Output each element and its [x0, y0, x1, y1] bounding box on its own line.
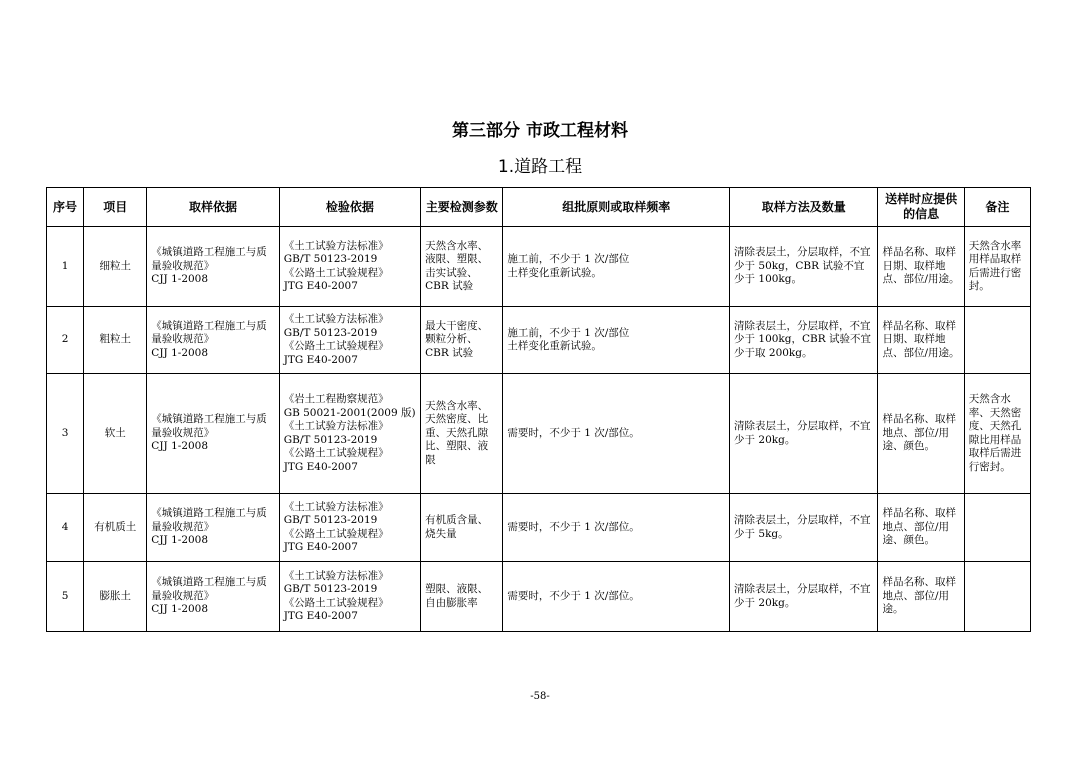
cell-method: 清除表层土，分层取样，不宜少于 100kg，CBR 试验不宜少于取 200kg。 — [730, 307, 878, 374]
table-row — [47, 374, 1031, 494]
cell-remark — [964, 494, 1030, 562]
cell-batch-rule — [503, 374, 730, 494]
cell-no: 2 — [47, 307, 84, 374]
col-header-method: 取样方法及数量 — [730, 188, 878, 227]
cell-no: 3 — [47, 374, 84, 494]
cell-text: 施工前，不少于 1 次/部位 土样变化重新试验。 — [507, 326, 630, 352]
table-row — [47, 562, 1031, 632]
cell-test-basis — [279, 307, 420, 374]
table-row — [47, 307, 1031, 374]
cell-test-basis — [279, 374, 420, 494]
cell-batch-rule — [503, 307, 730, 374]
cell-text: 《土工试验方法标准》 GB/T 50123-2019 《公路土工试验规程》 JTG E40-2007 — [283, 500, 389, 553]
col-header-parameters: 主要检测参数 — [421, 188, 503, 227]
cell-item: 粗粒土 — [84, 307, 147, 374]
col-header-test-basis: 检验依据 — [279, 188, 420, 227]
cell-text: 《城镇道路工程施工与质量验收规范》 CJJ 1-2008 — [151, 507, 267, 547]
table-row — [47, 227, 1031, 307]
cell-item: 细粒土 — [84, 227, 147, 307]
col-header-remark: 备注 — [964, 188, 1030, 227]
cell-text: 需要时，不少于 1 次/部位。 — [507, 589, 640, 602]
cell-text: 《土工试验方法标准》 GB/T 50123-2019 《公路土工试验规程》 JTG E40-2007 — [283, 313, 389, 366]
table-header-row — [47, 188, 1031, 227]
cell-item: 有机质土 — [84, 494, 147, 562]
cell-info: 样品名称、取样地点、部位/用途、颜色。 — [878, 374, 964, 494]
section-title: 1.道路工程 — [497, 157, 583, 177]
cell-info: 样品名称、取样地点、部位/用途、颜色。 — [878, 494, 964, 562]
page-number: -58- — [530, 691, 550, 702]
cell-no: 1 — [47, 227, 84, 307]
cell-sampling-basis — [147, 562, 279, 632]
col-header-item: 项目 — [84, 188, 147, 227]
page-title: 第三部分 市政工程材料 — [452, 121, 628, 141]
col-header-batch-rule: 组批原则或取样频率 — [503, 188, 730, 227]
cell-item: 软土 — [84, 374, 147, 494]
cell-sampling-basis — [147, 374, 279, 494]
cell-method: 清除表层土，分层取样，不宜少于 20kg。 — [730, 562, 878, 632]
cell-batch-rule — [503, 227, 730, 307]
cell-no: 5 — [47, 562, 84, 632]
cell-method: 清除表层土，分层取样，不宜少于 20kg。 — [730, 374, 878, 494]
cell-text: 《城镇道路工程施工与质量验收规范》 CJJ 1-2008 — [151, 413, 267, 453]
cell-text: 《城镇道路工程施工与质量验收规范》 CJJ 1-2008 — [151, 576, 267, 616]
cell-text: 需要时，不少于 1 次/部位。 — [507, 520, 640, 533]
cell-text: 《土工试验方法标准》 GB/T 50123-2019 《公路土工试验规程》 JTG E40-2007 — [283, 569, 389, 622]
col-header-no: 序号 — [47, 188, 84, 227]
cell-text: 《土工试验方法标准》 GB/T 50123-2019 《公路土工试验规程》 JTG E40-2007 — [283, 239, 389, 292]
cell-parameters: 天然含水率、天然密度、比重、天然孔隙比、塑限、液限 — [421, 374, 503, 494]
col-header-sampling-basis: 取样依据 — [147, 188, 279, 227]
cell-item: 膨胀土 — [84, 562, 147, 632]
cell-remark: 天然含水率、天然密度、天然孔隙比用样品取样后需进行密封。 — [964, 374, 1030, 494]
cell-parameters: 最大干密度、颗粒分析、CBR 试验 — [421, 307, 503, 374]
cell-text: 《城镇道路工程施工与质量验收规范》 CJJ 1-2008 — [151, 319, 267, 359]
cell-test-basis — [279, 562, 420, 632]
cell-text: 《岩土工程勘察规范》 GB 50021-2001(2009 版) 《土工试验方法标准》 GB/T 50123-2019 《公路土工试验规程》 JTG E40-2007 — [283, 393, 416, 473]
cell-no: 4 — [47, 494, 84, 562]
materials-table — [46, 187, 1031, 632]
cell-sampling-basis — [147, 307, 279, 374]
cell-remark — [964, 562, 1030, 632]
cell-test-basis — [279, 227, 420, 307]
cell-method: 清除表层土，分层取样，不宜少于 50kg，CBR 试验不宜少于 100kg。 — [730, 227, 878, 307]
cell-parameters: 天然含水率、液限、塑限、击实试验、CBR 试验 — [421, 227, 503, 307]
cell-remark — [964, 307, 1030, 374]
col-header-info: 送样时应提供的信息 — [878, 188, 964, 227]
cell-parameters: 有机质含量、烧失量 — [421, 494, 503, 562]
table-row — [47, 494, 1031, 562]
cell-sampling-basis — [147, 227, 279, 307]
cell-test-basis — [279, 494, 420, 562]
cell-text: 《城镇道路工程施工与质量验收规范》 CJJ 1-2008 — [151, 246, 267, 286]
cell-info: 样品名称、取样地点、部位/用途。 — [878, 562, 964, 632]
cell-method: 清除表层土，分层取样，不宜少于 5kg。 — [730, 494, 878, 562]
cell-batch-rule — [503, 494, 730, 562]
cell-info: 样品名称、取样日期、取样地点、部位/用途。 — [878, 307, 964, 374]
cell-remark: 天然含水率用样品取样后需进行密封。 — [964, 227, 1030, 307]
cell-info: 样品名称、取样日期、取样地点、部位/用途。 — [878, 227, 964, 307]
cell-text: 需要时，不少于 1 次/部位。 — [507, 426, 640, 439]
cell-batch-rule — [503, 562, 730, 632]
cell-sampling-basis — [147, 494, 279, 562]
cell-text: 施工前，不少于 1 次/部位 土样变化重新试验。 — [507, 253, 630, 279]
cell-parameters: 塑限、液限、自由膨胀率 — [421, 562, 503, 632]
